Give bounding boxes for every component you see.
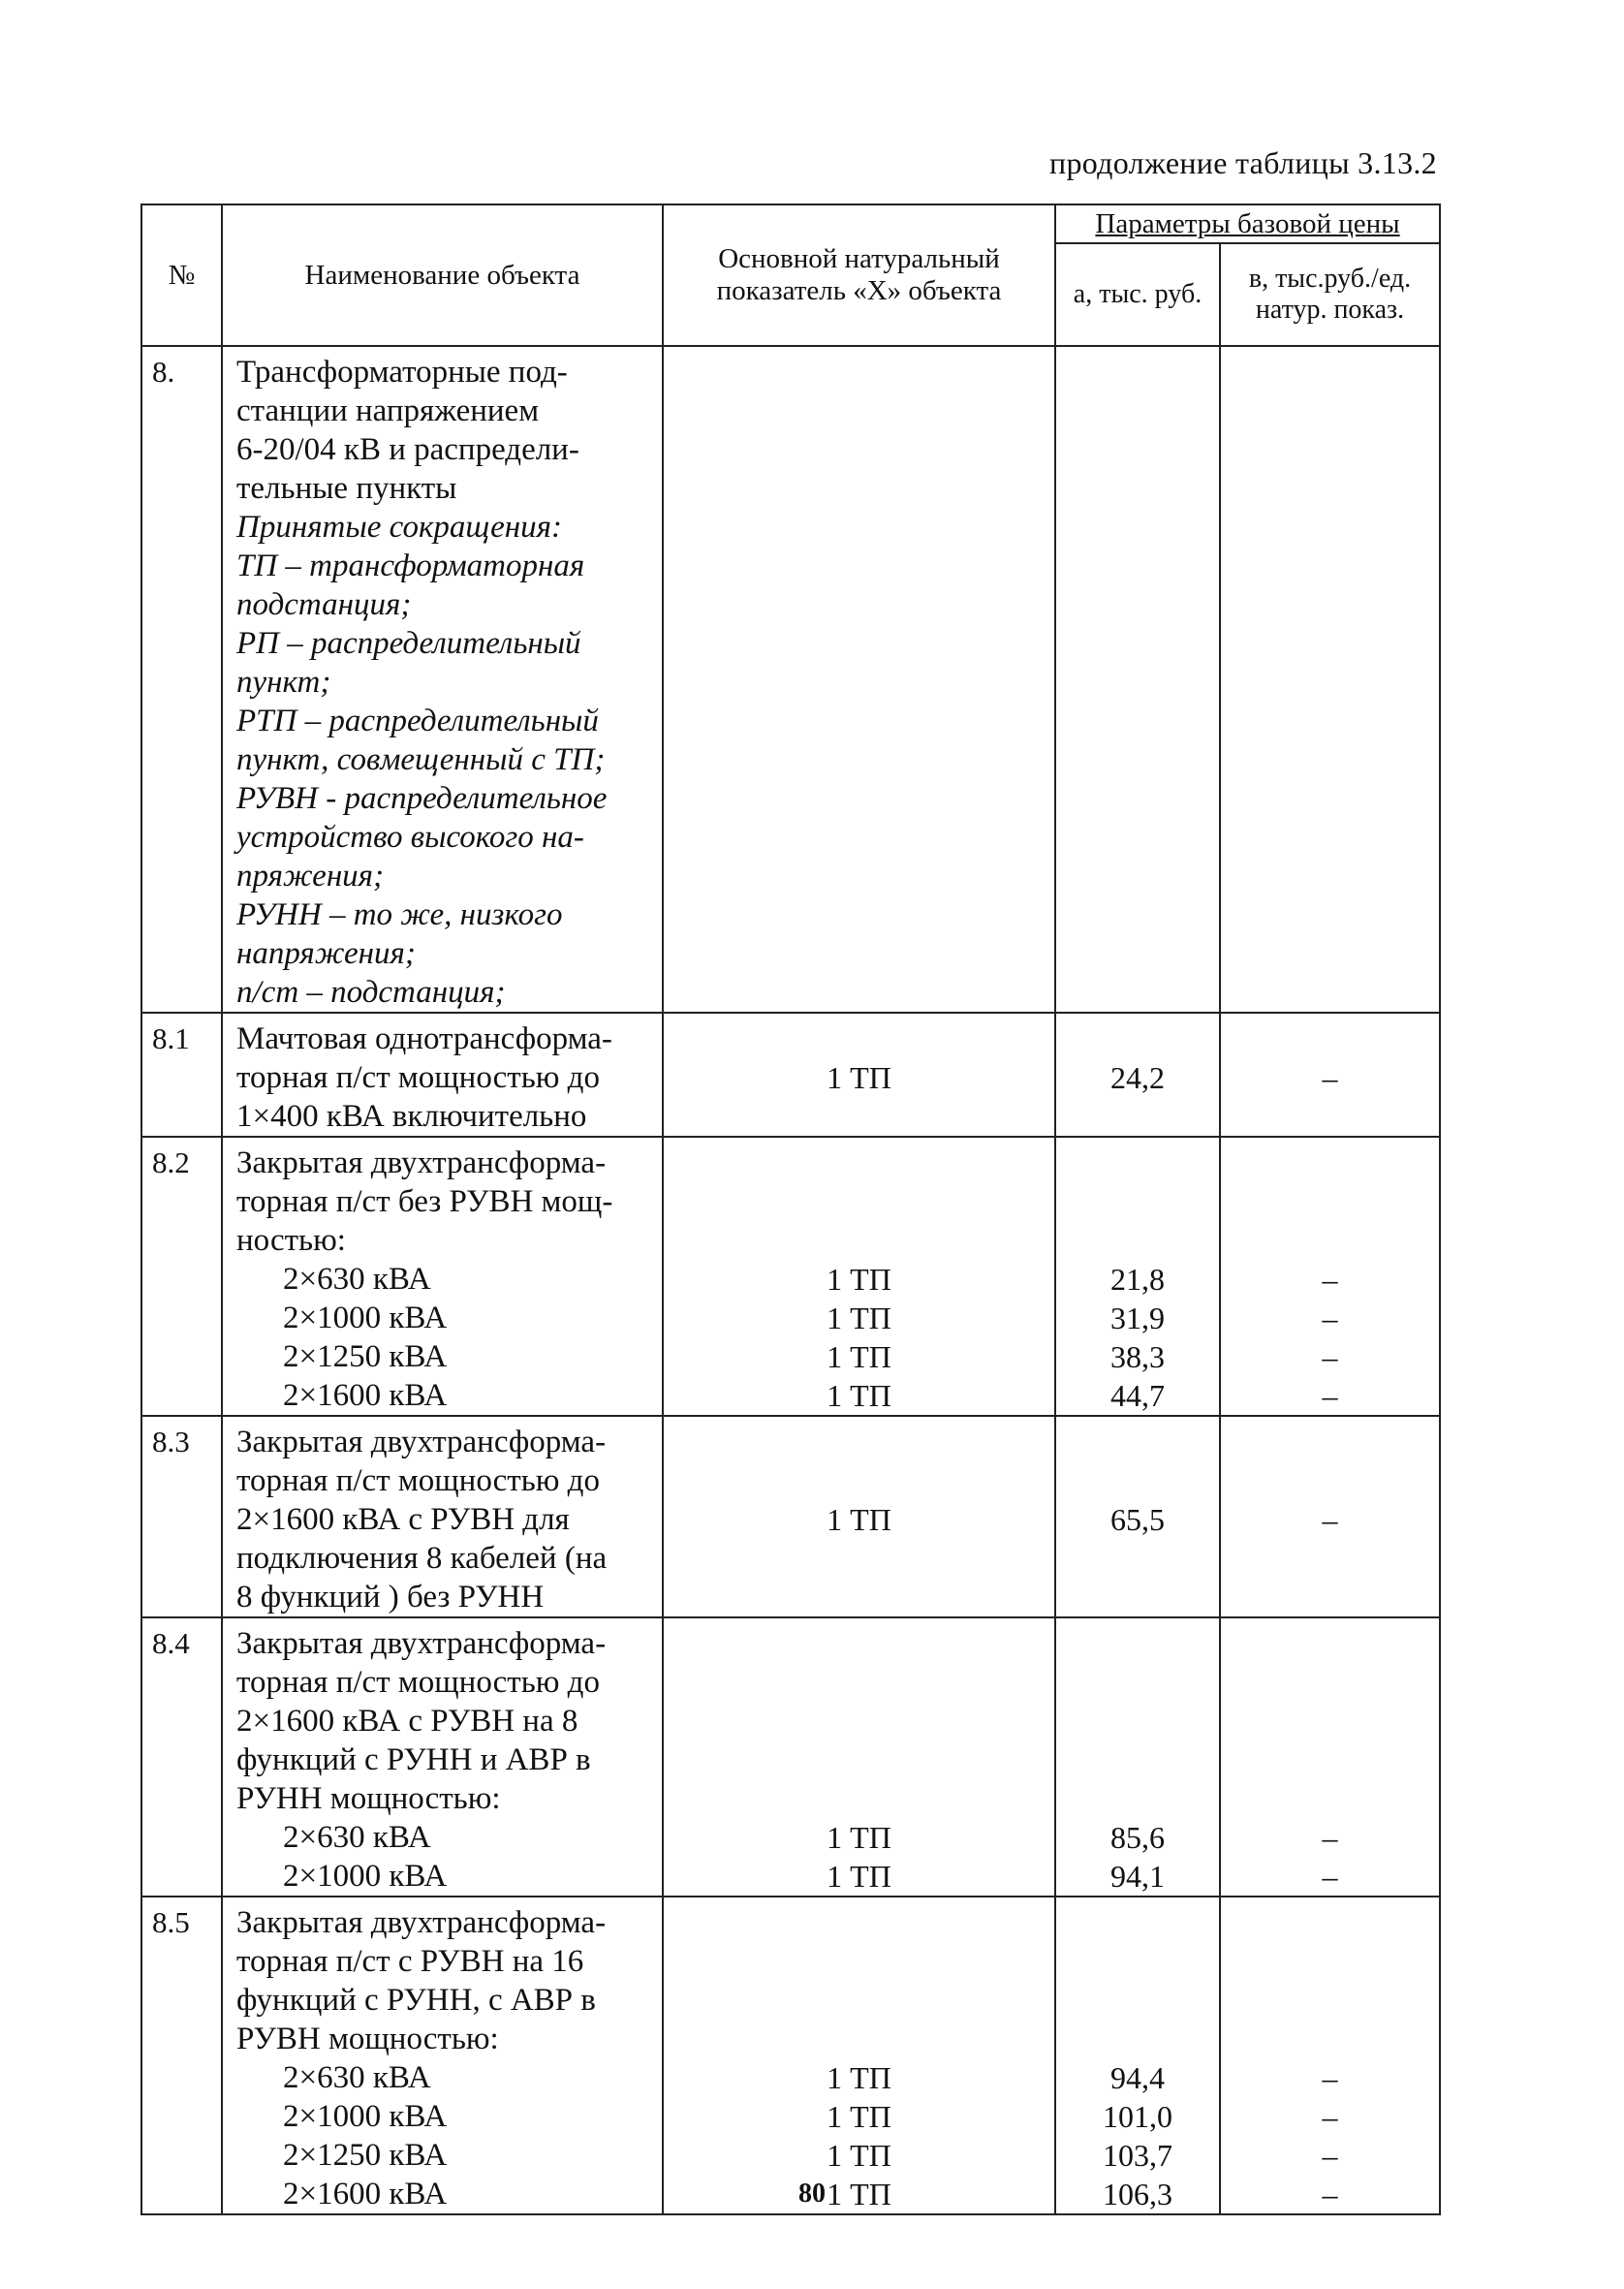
capacity-item: 2×1000 кВА [283, 1859, 448, 1894]
row-b: – [1220, 1013, 1440, 1137]
capacity-item: 2×1250 кВА [283, 2138, 448, 2173]
name-line: Закрытая двухтрансформа- [236, 1425, 607, 1459]
name-line: торная п/ст мощностью до [236, 1060, 600, 1095]
abbr-line: ТП – трансформаторная [236, 549, 585, 583]
name-line: ностью: [236, 1223, 346, 1258]
table-row [141, 1897, 1440, 2214]
capacity-item: 2×1600 кВА [283, 2177, 448, 2211]
header-col-a: а, тыс. руб. [1055, 243, 1220, 346]
abbr-line: РУНН – то же, низкого [236, 897, 563, 932]
abbr-line: РТП – распределительный [236, 704, 599, 738]
row-a: 65,5 [1055, 1416, 1220, 1617]
row-b [1220, 346, 1440, 1013]
row-a: 94,4 101,0 103,7 106,3 [1055, 1897, 1220, 2214]
name-line: торная п/ст с РУВН на 16 [236, 1944, 584, 1979]
row-b: – – [1220, 1617, 1440, 1897]
table-row [141, 1137, 1440, 1416]
row-indicator [663, 346, 1055, 1013]
table-row [141, 1416, 1440, 1617]
row-number: 8. [141, 346, 222, 1013]
header-name: Наименование объекта [222, 204, 663, 346]
name-line: Трансформаторные под- [236, 355, 568, 390]
row-a [1055, 346, 1220, 1013]
row-name [222, 1617, 663, 1897]
name-line: торная п/ст без РУВН мощ- [236, 1184, 613, 1219]
row-indicator: 1 ТП 1 ТП [663, 1617, 1055, 1897]
name-line: Закрытая двухтрансформа- [236, 1905, 607, 1940]
abbr-line: пряжения; [236, 859, 385, 894]
name-line: 6-20/04 кВ и распредели- [236, 432, 579, 467]
table-row [141, 1617, 1440, 1897]
row-number: 8.5 [141, 1897, 222, 2214]
table-caption: продолжение таблицы 3.13.2 [1049, 145, 1437, 180]
price-table [141, 204, 1441, 2215]
abbr-line: пункт, совмещенный с ТП; [236, 742, 606, 777]
abbr-line: РУВН - распределительное [236, 781, 608, 816]
name-line: Закрытая двухтрансформа- [236, 1145, 607, 1180]
row-name [222, 1013, 663, 1137]
header-indicator: Основной натуральный показатель «Х» объекта [663, 204, 1055, 346]
row-a: 24,2 [1055, 1013, 1220, 1137]
row-b: – – – – [1220, 1897, 1440, 2214]
table-row [141, 346, 1440, 1013]
header-num: № [141, 204, 222, 346]
name-line: 2×1600 кВА с РУВН на 8 [236, 1704, 578, 1739]
capacity-item: 2×630 кВА [283, 1820, 431, 1855]
row-indicator: 1 ТП 1 ТП 1 ТП 1 ТП [663, 1897, 1055, 2214]
row-number: 8.4 [141, 1617, 222, 1897]
name-line: 1×400 кВА включительно [236, 1099, 587, 1134]
capacity-item: 2×1600 кВА [283, 1378, 448, 1413]
row-a: 85,6 94,1 [1055, 1617, 1220, 1897]
name-line: 8 функций ) без РУНН [236, 1580, 545, 1615]
header-params: Параметры базовой цены [1055, 204, 1440, 243]
name-line: 2×1600 кВА с РУВН для [236, 1502, 570, 1537]
page-number: 80 [798, 2179, 826, 2209]
name-line: торная п/ст мощностью до [236, 1463, 600, 1498]
row-b: – [1220, 1416, 1440, 1617]
name-line: торная п/ст мощностью до [236, 1665, 600, 1700]
name-line: подключения 8 кабелей (на [236, 1541, 608, 1576]
row-b: – – – – [1220, 1137, 1440, 1416]
abbreviations-list [236, 508, 648, 1012]
name-line: функций с РУНН, с АВР в [236, 1983, 596, 2018]
row-name [222, 1137, 663, 1416]
abbr-line: подстанция; [236, 587, 412, 622]
row-number: 8.2 [141, 1137, 222, 1416]
abbr-line: РП – распределительный [236, 626, 581, 661]
name-line: функций с РУНН и АВР в [236, 1742, 591, 1777]
row-number: 8.1 [141, 1013, 222, 1137]
capacity-item: 2×630 кВА [283, 1262, 431, 1297]
name-line: станции напряжением [236, 393, 540, 428]
abbr-line: п/ст – подстанция; [236, 975, 506, 1010]
row-name [222, 1416, 663, 1617]
abbr-line: пункт; [236, 665, 331, 700]
row-indicator: 1 ТП [663, 1416, 1055, 1617]
abbr-line: устройство высокого на- [236, 820, 584, 855]
abbr-line: напряжения; [236, 936, 416, 971]
capacity-item: 2×1000 кВА [283, 1301, 448, 1335]
row-a: 21,8 31,9 38,3 44,7 [1055, 1137, 1220, 1416]
row-number: 8.3 [141, 1416, 222, 1617]
table-row [141, 1013, 1440, 1137]
abbr-line: Принятые сокращения: [236, 510, 562, 545]
name-line: РУНН мощностью: [236, 1781, 501, 1816]
capacity-item: 2×1000 кВА [283, 2099, 448, 2134]
name-line: Мачтовая однотрансформа- [236, 1021, 612, 1056]
row-name [222, 1897, 663, 2214]
row-indicator: 1 ТП [663, 1013, 1055, 1137]
capacity-item: 2×1250 кВА [283, 1339, 448, 1374]
capacity-item: 2×630 кВА [283, 2060, 431, 2095]
name-line: тельные пункты [236, 471, 457, 506]
row-name [222, 346, 663, 1013]
name-line: РУВН мощностью: [236, 2022, 499, 2056]
row-indicator: 1 ТП 1 ТП 1 ТП 1 ТП [663, 1137, 1055, 1416]
header-col-b: в, тыс.руб./ед. натур. показ. [1220, 243, 1440, 346]
name-line: Закрытая двухтрансформа- [236, 1626, 607, 1661]
